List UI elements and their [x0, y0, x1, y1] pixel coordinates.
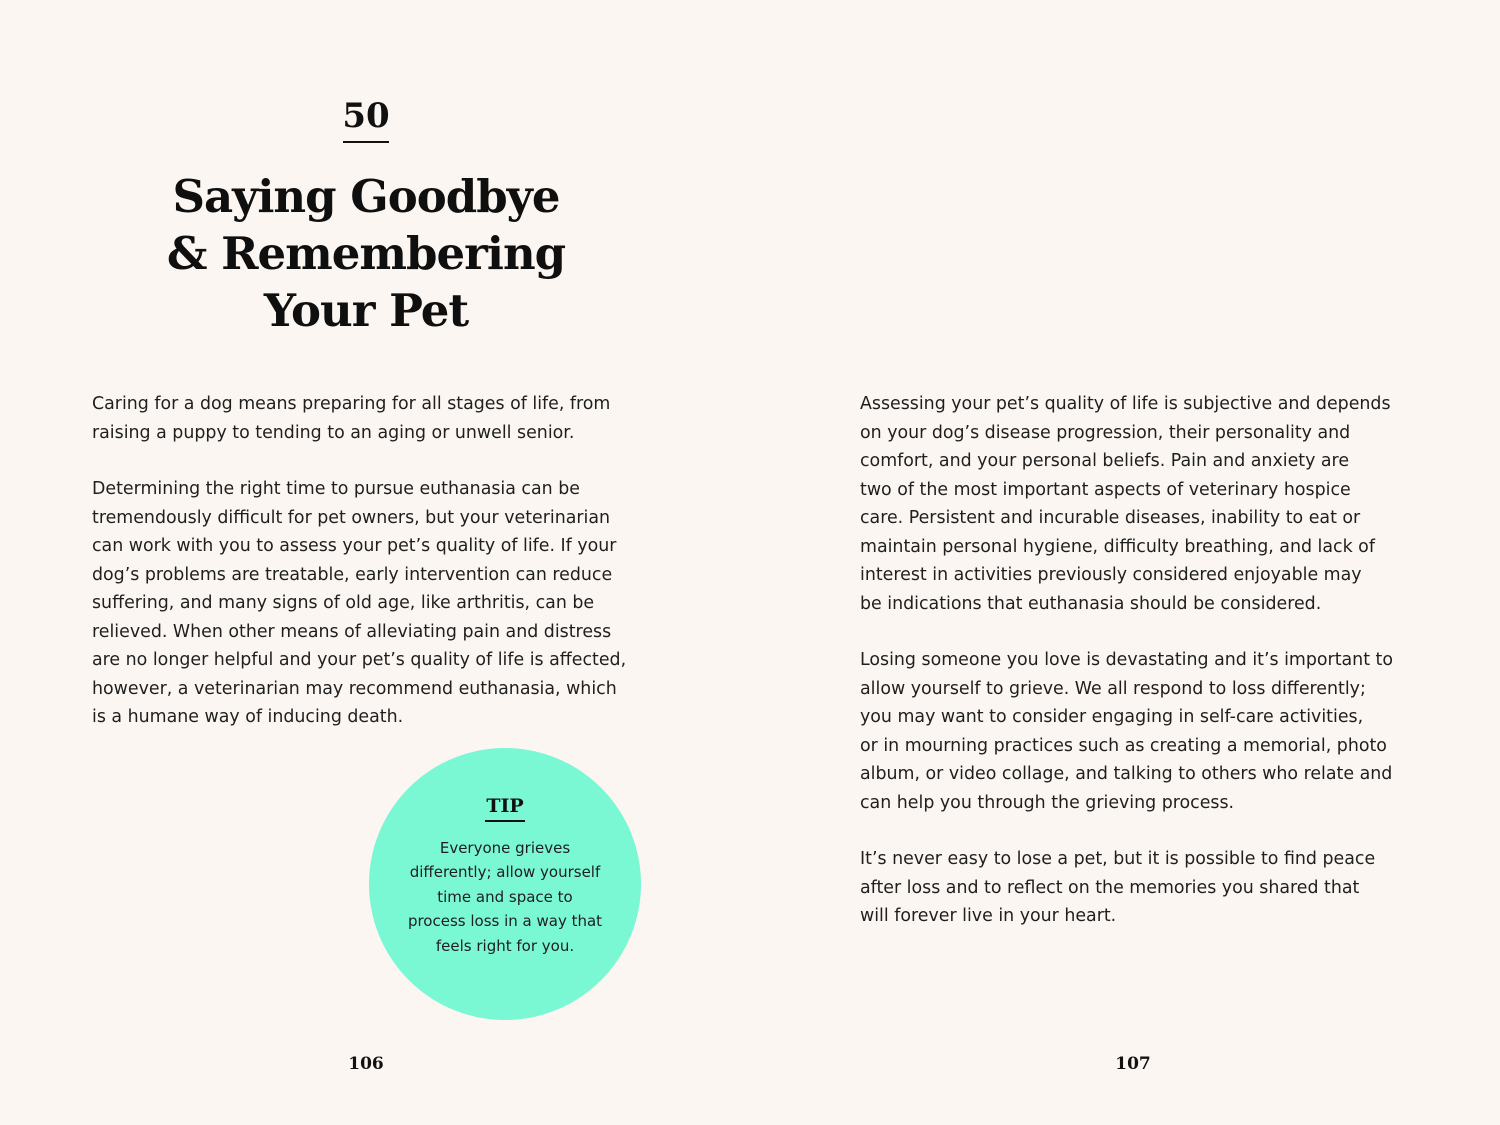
tip-line: process loss in a way that — [407, 912, 603, 931]
text-line: or in mourning practices such as creating a memorial, photo — [860, 735, 1387, 756]
text-line: be indications that euthanasia should be considered. — [860, 593, 1322, 614]
text-line: on your dog’s disease progression, their personality and — [860, 422, 1351, 443]
euthanasia-paragraph — [92, 475, 626, 732]
text-line: however, a veterinarian may recommend euthanasia, which — [92, 678, 617, 699]
tip-text — [369, 836, 641, 958]
text-line: you may want to consider engaging in self-care activities, — [860, 707, 1364, 727]
text-line: is a humane way of inducing death. — [92, 707, 404, 727]
chapter-title-line: Your Pet — [263, 284, 469, 337]
text-line: interest in activities previously considered enjoyable may — [860, 565, 1362, 585]
tip-line: differently; allow yourself — [409, 863, 601, 882]
text-line: Losing someone you love is devastating and it’s important to — [860, 650, 1394, 670]
text-line: after loss and to reflect on the memories you shared that — [860, 877, 1360, 898]
text-line: suffering, and many signs of old age, like arthritis, can be — [92, 593, 595, 613]
tip-line: time and space to — [437, 887, 573, 906]
text-line: can work with you to assess your pet’s quality of life. If your — [92, 536, 617, 556]
text-line: dog’s problems are treatable, early intervention can reduce — [92, 564, 613, 585]
tip-line: feels right for you. — [435, 936, 575, 955]
right-page — [750, 0, 1500, 1125]
closing-paragraph — [860, 845, 1375, 931]
text-line: tremendously difficult for pet owners, but your veterinarian — [92, 507, 611, 528]
page-number-right: 107 — [1115, 1054, 1151, 1074]
page-number-left: 106 — [348, 1054, 384, 1074]
chapter-title-line: & Remembering — [166, 227, 566, 280]
tip-line: Everyone grieves — [439, 839, 571, 857]
text-line: album, or video collage, and talking to others who relate and — [860, 764, 1393, 784]
tip-heading: TIP — [486, 795, 524, 817]
text-line: two of the most important aspects of veterinary hospice — [860, 479, 1351, 500]
text-line: care. Persistent and incurable diseases, inability to eat or — [860, 508, 1361, 528]
chapter-title — [140, 168, 592, 339]
text-line: allow yourself to grieve. We all respond to loss differently; — [860, 678, 1366, 699]
intro-paragraph — [92, 390, 610, 447]
text-line: will forever live in your heart. — [860, 906, 1117, 926]
text-line: raising a puppy to tending to an aging or unwell senior. — [92, 422, 575, 443]
grieving-paragraph — [860, 646, 1393, 817]
text-line: relieved. When other means of alleviating pain and distress — [92, 621, 612, 642]
text-line: can help you through the grieving process. — [860, 792, 1235, 813]
text-line: maintain personal hygiene, difficulty breathing, and lack of — [860, 536, 1375, 557]
text-line: Assessing your pet’s quality of life is subjective and depends — [860, 394, 1391, 414]
chapter-number: 50 — [342, 96, 390, 136]
text-line: Caring for a dog means preparing for all stages of life, from — [92, 394, 611, 414]
quality-of-life-paragraph — [860, 390, 1391, 618]
text-line: It’s never easy to lose a pet, but it is possible to find peace — [860, 849, 1376, 869]
chapter-number-underline — [343, 141, 389, 143]
tip-circle — [369, 748, 641, 1020]
text-line: Determining the right time to pursue euthanasia can be — [92, 479, 580, 499]
tip-heading-underline — [485, 820, 525, 822]
text-line: are no longer helpful and your pet’s quality of life is affected, — [92, 650, 627, 670]
chapter-title-line: Saying Goodbye — [172, 170, 560, 223]
text-line: comfort, and your personal beliefs. Pain and anxiety are — [860, 451, 1350, 471]
